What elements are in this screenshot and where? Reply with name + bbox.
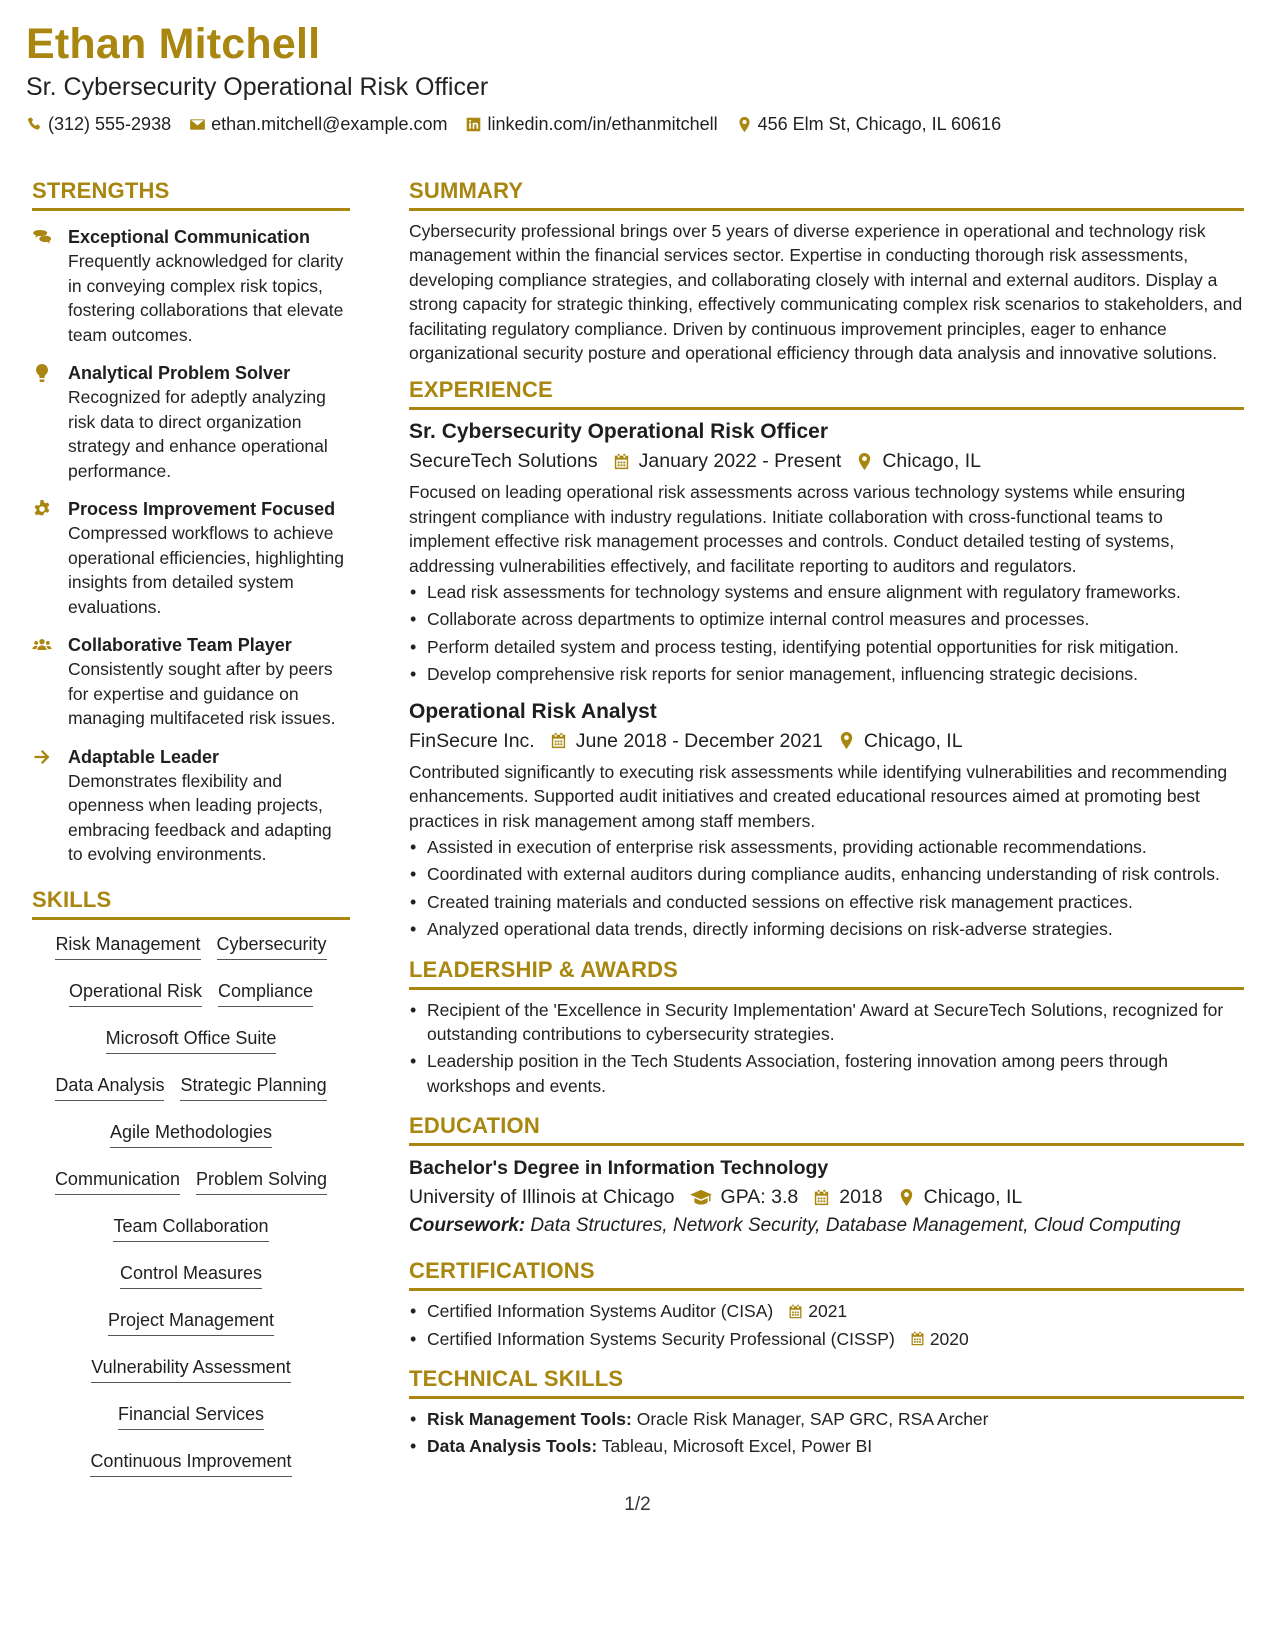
strength-item: [32, 497, 350, 619]
list-item: [427, 1327, 1244, 1351]
list-item: [427, 1407, 1244, 1431]
tech-label: Data Analysis Tools:: [427, 1436, 598, 1457]
skill-tag: Vulnerability Assessment: [91, 1355, 290, 1383]
map-pin-icon: [736, 116, 753, 133]
contact-phone[interactable]: [26, 114, 171, 135]
tech-value: Oracle Risk Manager, SAP GRC, RSA Archer: [636, 1408, 989, 1429]
job-dates: January 2022 - Present: [638, 450, 842, 473]
linkedin-icon: [465, 116, 482, 133]
calendar-icon: [909, 1330, 926, 1347]
lightbulb-icon: [32, 363, 52, 383]
list-item: • Develop comprehensive risk reports for senior management, influencing strategic decisions.: [427, 662, 1244, 686]
skill-tag: Agile Methodologies: [110, 1120, 272, 1148]
degree-title: Bachelor's Degree in Information Technology: [409, 1157, 829, 1180]
education-meta: [409, 1182, 1244, 1212]
strength-title: Adaptable Leader: [68, 746, 220, 767]
job-description: Contributed significantly to executing risk assessments while identifying vulnerabilities and recommending enhancements. Supported audit initiatives and created educational resources aimed at promoting best practices in risk management among staff members.: [409, 761, 1228, 831]
linkedin-text: linkedin.com/in/ethanmitchell: [487, 114, 718, 134]
gpa: GPA: 3.8: [720, 1186, 799, 1209]
job-title: Sr. Cybersecurity Operational Risk Officer: [409, 420, 828, 444]
map-pin-icon: [855, 452, 874, 471]
job-entry: [409, 698, 1244, 942]
candidate-name: Ethan Mitchell: [26, 20, 321, 68]
list-item: • Created training materials and conducted sessions on effective risk management practices.: [427, 890, 1244, 914]
list-item: [427, 1299, 1244, 1323]
job-company: SecureTech Solutions: [409, 450, 598, 473]
skill-tag: Operational Risk: [69, 979, 202, 1007]
envelope-icon: [189, 116, 206, 133]
job-entry: [409, 418, 1244, 686]
map-pin-icon: [837, 731, 856, 750]
school-name: University of Illinois at Chicago: [409, 1186, 675, 1209]
strength-desc: Compressed workflows to achieve operational efficiencies, highlighting insights from detailed system evaluations.: [68, 523, 344, 617]
strength-item: [32, 745, 350, 867]
calendar-icon: [787, 1303, 804, 1320]
strength-title: Process Improvement Focused: [68, 499, 336, 519]
skill-tag: Financial Services: [118, 1402, 264, 1430]
skill-tag: Data Analysis: [55, 1073, 164, 1101]
job-description: Focused on leading operational risk assessments across various technology systems while ensuring stringent compliance with industry regulations. Initiate collaboration with cross-functional teams to implement effective risk management processes and controls. Conduct detailed testing of systems, addressing vulnerabilities effectively, and facilitate reporting to auditors and regulators.: [409, 482, 1186, 576]
grad-year: 2018: [839, 1186, 883, 1209]
job-title: Operational Risk Analyst: [409, 699, 657, 723]
skill-tag: Microsoft Office Suite: [106, 1026, 277, 1054]
gear-icon: [32, 499, 52, 519]
job-location: Chicago, IL: [882, 450, 981, 473]
map-pin-icon: [897, 1188, 916, 1207]
strength-item: [32, 225, 350, 347]
strength-desc: Recognized for adeptly analyzing risk data to direct organization strategy and enhance operational performance.: [68, 387, 328, 481]
skill-tag: Risk Management: [55, 932, 200, 960]
job-meta: [409, 446, 1244, 476]
strength-title: Analytical Problem Solver: [68, 363, 291, 383]
skill-tag: Team Collaboration: [113, 1214, 268, 1242]
job-bullets: [409, 835, 1244, 942]
cert-name: • Certified Information Systems Auditor (CISA): [427, 1301, 774, 1322]
coursework-text: Data Structures, Network Security, Database Management, Cloud Computing: [530, 1215, 1181, 1237]
certifications-list: [409, 1299, 1244, 1351]
right-column: [409, 178, 1244, 1462]
arrow-right-icon: [32, 747, 52, 767]
skill-tag: Project Management: [108, 1308, 274, 1336]
phone-text: (312) 555-2938: [48, 114, 172, 134]
strength-title: Collaborative Team Player: [68, 635, 292, 655]
contact-bar: [26, 114, 1019, 135]
skill-tag: Cybersecurity: [217, 932, 327, 960]
candidate-title: Sr. Cybersecurity Operational Risk Officer: [26, 73, 489, 101]
cert-year: 2020: [929, 1328, 969, 1349]
list-item: • Recipient of the 'Excellence in Security Implementation' Award at SecureTech Solutions, recognized for outstanding contributions to cybersecurity strategies.: [427, 998, 1244, 1047]
experience-heading: EXPERIENCE: [409, 377, 1244, 410]
education-heading: EDUCATION: [409, 1113, 1244, 1146]
skill-tag: Problem Solving: [196, 1167, 327, 1195]
strength-title: Exceptional Communication: [68, 227, 311, 247]
list-item: • Perform detailed system and process testing, identifying potential opportunities for risk mitigation.: [427, 635, 1244, 659]
summary-text: Cybersecurity professional brings over 5 years of diverse experience in operational and technology risk management within the financial services sector. Expertise in conducting thorough risk assessments, developing compliance strategies, and collaborating closely with internal and external auditors. Display a strong capacity for strategic thinking, effectively communicating complex risk scenarios to stakeholders, and facilitating regulatory compliance. Driven by continuous improvement principles, eager to enhance organizational security posture and operational efficiency through data analysis and innovative solutions.: [409, 221, 1243, 364]
job-bullets: [409, 580, 1244, 687]
certifications-heading: CERTIFICATIONS: [409, 1258, 1244, 1291]
leadership-list: [409, 998, 1244, 1099]
job-location: Chicago, IL: [863, 729, 963, 752]
list-item: • Leadership position in the Tech Students Association, fostering innovation among peers through workshops and events.: [427, 1049, 1244, 1098]
users-icon: [32, 635, 52, 655]
tech-label: Risk Management Tools:: [427, 1408, 632, 1429]
contact-linkedin[interactable]: [465, 114, 717, 135]
address-text: 456 Elm St, Chicago, IL 60616: [757, 114, 1002, 134]
list-item: • Assisted in execution of enterprise risk assessments, providing actionable recommendations.: [427, 835, 1244, 859]
contact-email[interactable]: [189, 114, 447, 135]
calendar-icon: [612, 452, 631, 471]
contact-address: [736, 114, 1001, 135]
job-meta: [409, 726, 1244, 756]
coursework-label: Coursework:: [409, 1215, 526, 1237]
coursework: [409, 1212, 1244, 1240]
page-number: 1/2: [624, 1494, 651, 1515]
job-company: FinSecure Inc.: [409, 729, 535, 752]
list-item: [427, 1434, 1244, 1458]
job-dates: June 2018 - December 2021: [575, 729, 823, 752]
list-item: • Analyzed operational data trends, directly informing decisions on risk-adverse strategies.: [427, 917, 1244, 941]
strength-desc: Demonstrates flexibility and openness when leading projects, embracing feedback and adapting to evolving environments.: [68, 770, 332, 864]
strength-desc: Consistently sought after by peers for expertise and guidance on managing multifaceted risk issues.: [68, 659, 336, 728]
cert-year: 2021: [808, 1301, 848, 1322]
strength-item: [32, 361, 350, 483]
school-location: Chicago, IL: [923, 1186, 1023, 1209]
list-item: • Coordinated with external auditors during compliance audits, enhancing understanding of risk controls.: [427, 862, 1244, 886]
skill-tag: Communication: [55, 1167, 180, 1195]
graduation-cap-icon: [689, 1188, 713, 1207]
email-text: ethan.mitchell@example.com: [211, 114, 448, 134]
summary-heading: SUMMARY: [409, 178, 1244, 211]
calendar-icon: [812, 1188, 831, 1207]
list-item: • Collaborate across departments to optimize internal control measures and processes.: [427, 607, 1244, 631]
skill-tag: Compliance: [218, 979, 313, 1007]
skills-heading: SKILLS: [32, 887, 350, 920]
phone-icon: [26, 116, 43, 133]
calendar-icon: [549, 731, 568, 750]
technical-skills-heading: TECHNICAL SKILLS: [409, 1366, 1244, 1399]
tech-value: Tableau, Microsoft Excel, Power BI: [601, 1436, 873, 1457]
technical-skills-list: [409, 1407, 1244, 1459]
skill-tag: Continuous Improvement: [90, 1449, 291, 1477]
strength-desc: Frequently acknowledged for clarity in conveying complex risk topics, fostering collaborations that elevate team outcomes.: [68, 251, 344, 345]
strengths-heading: STRENGTHS: [32, 178, 350, 211]
leadership-heading: LEADERSHIP & AWARDS: [409, 957, 1244, 990]
speech-bubbles-icon: [32, 227, 52, 247]
list-item: • Lead risk assessments for technology systems and ensure alignment with regulatory frameworks.: [427, 580, 1244, 604]
left-column: [32, 178, 350, 1496]
skill-tag: Strategic Planning: [180, 1073, 326, 1101]
skills-list: [32, 928, 350, 1496]
skill-tag: Control Measures: [120, 1261, 262, 1289]
strength-item: [32, 633, 350, 731]
cert-name: • Certified Information Systems Security Professional (CISSP): [427, 1328, 895, 1349]
